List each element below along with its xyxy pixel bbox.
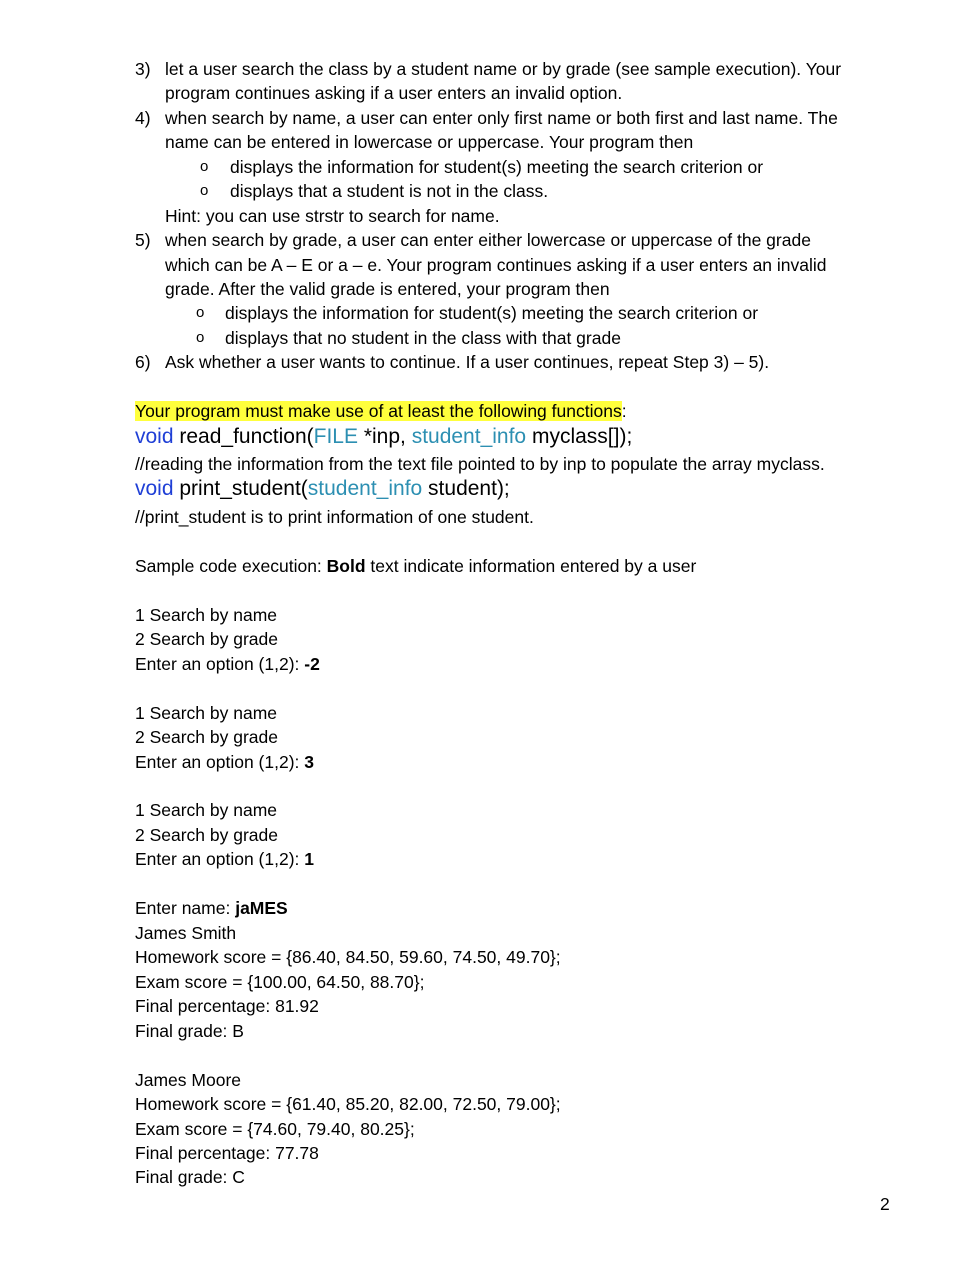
step-5-line-2: which can be A – E or a – e. Your program continues asking if a user enters an invalid <box>165 255 827 275</box>
sample-intro <box>135 554 696 578</box>
sample-intro-pre: Sample code execution: <box>135 556 327 576</box>
sample-intro-post: text indicate information entered by a user <box>365 556 697 576</box>
keyword-void: void <box>135 477 174 500</box>
page-number: 2 <box>880 1194 890 1214</box>
student-grade: Final grade: C <box>135 1167 245 1187</box>
step-4-bullet-1: displays the information for student(s) meeting the search criterion or <box>230 157 764 177</box>
step-4-hint: Hint: you can use strstr to search for name. <box>165 206 500 226</box>
func1-mid: *inp, <box>357 425 412 448</box>
menu-prompt-text: Enter an option (1,2): <box>135 849 305 869</box>
menu-option-1: 1 Search by name <box>135 605 278 625</box>
student-homework: Homework score = {86.40, 84.50, 59.60, 74.50, 49.70}; <box>135 947 561 967</box>
menu-option-1: 1 Search by name <box>135 703 278 723</box>
step-3-line-1: let a user search the class by a student name or by grade (see sample execution). Your <box>165 59 842 79</box>
user-input: -2 <box>304 654 320 674</box>
step-6-number: 6) <box>135 352 151 372</box>
bullet-icon: o <box>200 182 209 199</box>
student-exam: Exam score = {100.00, 64.50, 88.70}; <box>135 972 425 992</box>
menu-option-2: 2 Search by grade <box>135 825 279 845</box>
step-3-number: 3) <box>135 59 151 79</box>
read-function-comment: //reading the information from the text file pointed to by inp to populate the array myclass. <box>135 454 825 474</box>
bullet-icon: o <box>196 329 205 346</box>
type-file: FILE <box>313 425 358 448</box>
menu-prompt <box>135 847 314 871</box>
name-input-value: jaMES <box>235 898 288 918</box>
step-5-bullet-2: displays that no student in the class with that grade <box>225 328 621 348</box>
menu-option-1: 1 Search by name <box>135 800 278 820</box>
name-prompt-text: Enter name: <box>135 898 236 918</box>
keyword-void: void <box>135 425 174 448</box>
user-input: 3 <box>304 752 315 772</box>
student-percentage: Final percentage: 81.92 <box>135 996 319 1016</box>
func1-name: read_function( <box>173 425 314 448</box>
bullet-icon: o <box>196 304 205 321</box>
step-5-line-1: when search by grade, a user can enter either lowercase or uppercase of the grade <box>165 230 811 250</box>
func2-rest: student); <box>422 477 510 500</box>
step-4-line-2: name can be entered in lowercase or uppercase. Your program then <box>165 132 694 152</box>
step-3-line-2: program continues asking if a user enters an invalid option. <box>165 83 623 103</box>
student-exam: Exam score = {74.60, 79.40, 80.25}; <box>135 1119 415 1139</box>
student-homework: Homework score = {61.40, 85.20, 82.00, 72.50, 79.00}; <box>135 1094 561 1114</box>
menu-prompt-text: Enter an option (1,2): <box>135 752 305 772</box>
type-student-info: student_info <box>307 477 423 500</box>
student-name: James Moore <box>135 1070 242 1090</box>
print-student-comment: //print_student is to print information of one student. <box>135 507 534 527</box>
sample-intro-bold: Bold <box>326 556 366 576</box>
step-5-bullet-1: displays the information for student(s) meeting the search criterion or <box>225 303 759 323</box>
student-name: James Smith <box>135 923 237 943</box>
name-prompt <box>135 896 288 920</box>
step-5-line-3: grade. After the valid grade is entered, your program then <box>165 279 610 299</box>
menu-option-2: 2 Search by grade <box>135 727 279 747</box>
step-6-line-1: Ask whether a user wants to continue. If a user continues, repeat Step 3) – 5). <box>165 352 770 372</box>
func2-name: print_student( <box>173 477 308 500</box>
print-student-signature <box>135 475 510 503</box>
type-student-info: student_info <box>411 425 527 448</box>
step-4-line-1: when search by name, a user can enter only first name or both first and last name. The <box>165 108 838 128</box>
step-4-bullet-2: displays that a student is not in the class. <box>230 181 549 201</box>
functions-heading-highlight: Your program must make use of at least the following functions <box>135 401 622 421</box>
menu-option-2: 2 Search by grade <box>135 629 279 649</box>
menu-prompt-text: Enter an option (1,2): <box>135 654 305 674</box>
bullet-icon: o <box>200 158 209 175</box>
step-5-number: 5) <box>135 230 151 250</box>
menu-prompt <box>135 750 314 774</box>
functions-heading-colon: : <box>621 401 627 421</box>
student-percentage: Final percentage: 77.78 <box>135 1143 319 1163</box>
functions-heading <box>135 399 627 423</box>
user-input: 1 <box>304 849 315 869</box>
menu-prompt <box>135 652 320 676</box>
step-4-number: 4) <box>135 108 151 128</box>
func1-rest: myclass[]); <box>526 425 633 448</box>
student-grade: Final grade: B <box>135 1021 244 1041</box>
read-function-signature <box>135 423 632 451</box>
